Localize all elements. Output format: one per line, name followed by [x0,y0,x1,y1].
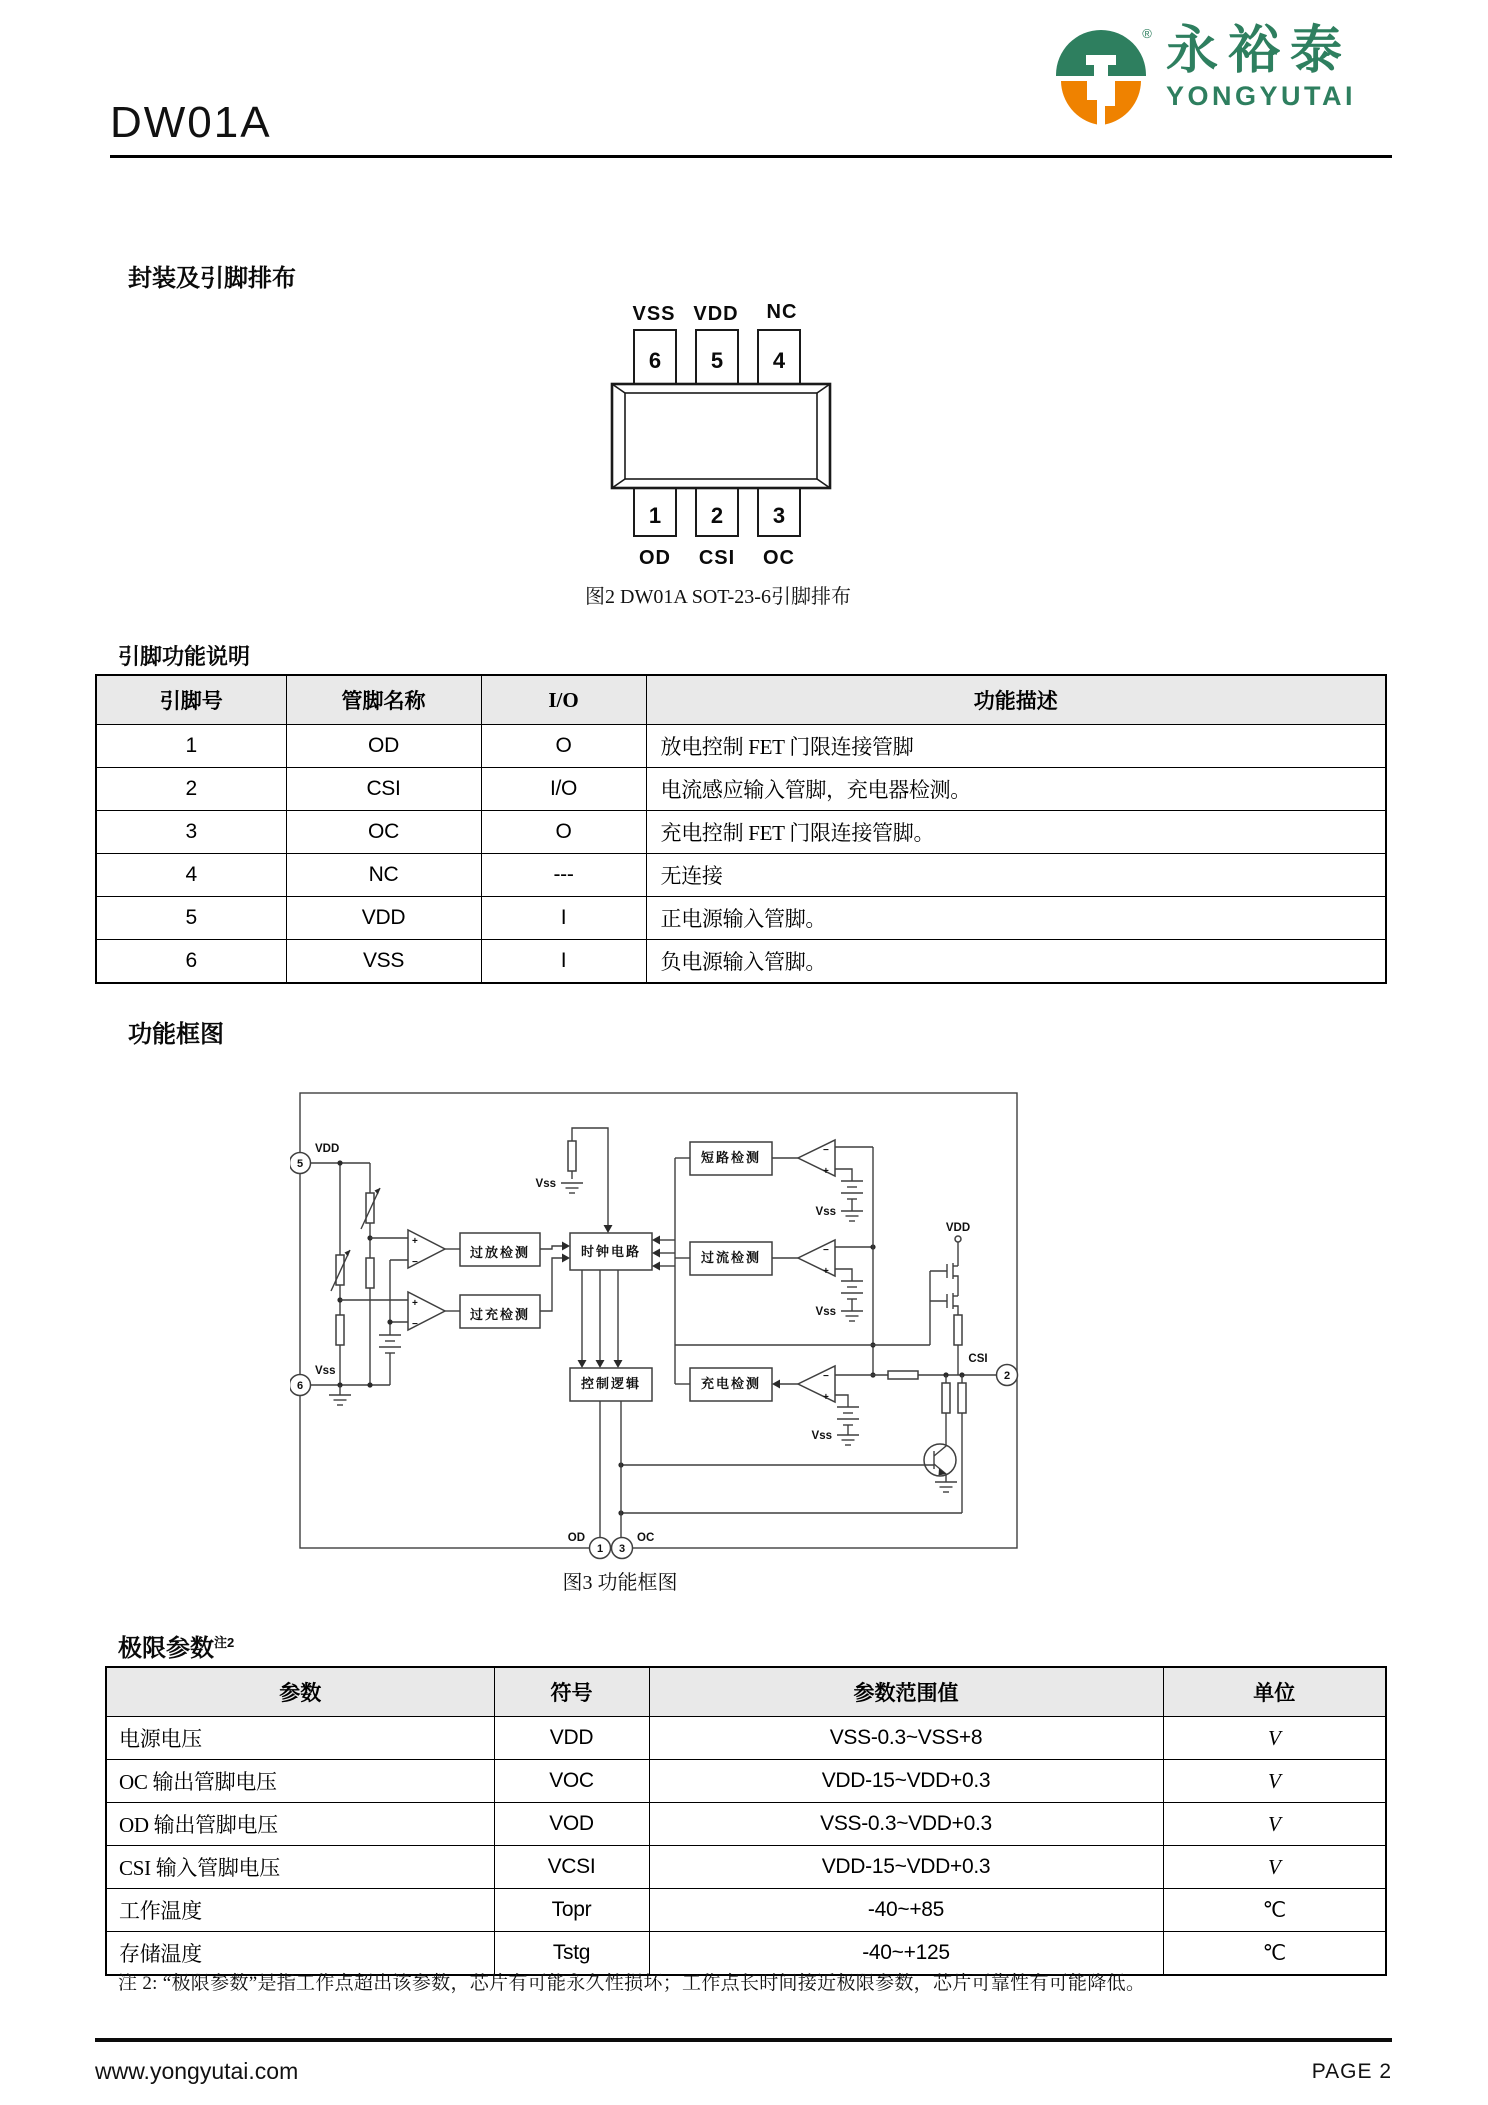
svg-text:充电检测: 充电检测 [700,1375,762,1391]
functional-block-diagram [290,1083,1035,1563]
svg-text:过放检测: 过放检测 [469,1244,531,1260]
table-row: 6 VSS I 负电源输入管脚。 [96,940,1386,984]
svg-text:−: − [412,1319,418,1330]
resistor [568,1141,576,1171]
svg-text:1: 1 [596,1543,604,1555]
pmos-transistor [930,1293,958,1315]
vss-label: Vss [315,1365,336,1377]
logo-chinese-name: 永裕泰 [1166,22,1353,80]
table-row: 存储温度 Tstg -40~+125 ℃ [106,1932,1386,1976]
ground-icon [837,1435,859,1445]
pmos-transistor [930,1263,958,1296]
vss-label: Vss [815,1306,836,1318]
csi-label: CSI [968,1353,988,1365]
sot23-6-package-diagram [588,296,850,571]
svg-text:1: 1 [648,503,662,528]
resistor [336,1315,344,1345]
pin-label-vdd: VDD [693,303,739,325]
battery-icon [841,1181,863,1199]
table-row: 4 NC --- 无连接 [96,854,1386,897]
pin-function-table [95,674,1387,984]
oc-label: OC [637,1532,655,1544]
svg-text:+: + [823,1266,829,1277]
pin-label-nc: NC [766,301,798,323]
table-row: CSI 输入管脚电压 VCSI VDD-15~VDD+0.3 V [106,1846,1386,1889]
svg-text:控制逻辑: 控制逻辑 [580,1375,642,1391]
vss-label: Vss [811,1430,832,1442]
battery-icon [379,1335,401,1353]
section-title-package: 封装及引脚排布 [128,265,296,292]
note-superscript: 注2 [214,1635,235,1650]
logo-orange-right [1105,81,1141,125]
table-row: 5 VDD I 正电源输入管脚。 [96,897,1386,940]
ground-icon [561,1183,583,1193]
pin-label-oc: OC [763,547,795,569]
vss-label: Vss [535,1178,556,1190]
footer-page-number: PAGE 2 [1311,2060,1392,2083]
svg-text:过流检测: 过流检测 [700,1249,762,1265]
figure2-caption: 图2 DW01A SOT-23-6引脚排布 [585,586,851,608]
battery-icon [837,1407,859,1425]
vss-label: Vss [815,1206,836,1218]
svg-text:短路检测: 短路检测 [700,1149,762,1165]
svg-text:5: 5 [296,1158,304,1170]
svg-text:6: 6 [648,348,662,373]
svg-text:−: − [823,1245,829,1256]
pin-label-csi: CSI [698,547,736,569]
svg-text:+: + [412,1236,418,1247]
limits-table [105,1666,1387,1976]
resistor [366,1258,374,1288]
svg-text:时钟电路: 时钟电路 [580,1243,642,1259]
svg-text:+: + [412,1298,418,1309]
table-row: OC 输出管脚电压 VOC VDD-15~VDD+0.3 V [106,1760,1386,1803]
logo-mark-icon [1050,24,1152,132]
comparator [798,1240,835,1276]
svg-text:4: 4 [772,348,786,373]
pin-label-od: OD [639,547,671,569]
table-row: 3 OC O 充电控制 FET 门限连接管脚。 [96,811,1386,854]
footer-website: www.yongyutai.com [95,2058,299,2084]
battery-icon [841,1281,863,1299]
logo-latin-name: YONGYUTAI [1166,80,1357,111]
ground-icon [329,1395,351,1405]
svg-text:过充检测: 过充检测 [469,1306,531,1322]
table-header-row: 引脚号 管脚名称 I/O 功能描述 [96,675,1386,725]
section-title-limits: 极限参数$^{注2}$ [118,1635,235,1662]
svg-text:−: − [823,1145,829,1156]
section-title-block-diagram: 功能框图 [128,1021,224,1048]
logo-orange-left [1061,81,1097,125]
ground-icon [841,1311,863,1321]
figure3-caption: 图3 功能框图 [562,1572,678,1594]
svg-text:2: 2 [710,503,724,528]
resistor [942,1383,950,1413]
resistor [954,1315,962,1345]
npn-transistor [621,1438,956,1482]
pin-label-vss: VSS [632,303,676,325]
svg-text:+: + [823,1392,829,1403]
ground-icon [841,1211,863,1221]
svg-text:−: − [823,1371,829,1382]
section-title-pin-functions: 引脚功能说明 [118,644,251,669]
svg-text:3: 3 [618,1543,626,1555]
registered-mark: ® [1142,26,1152,41]
svg-text:2: 2 [1003,1370,1011,1382]
footer-rule [95,2038,1392,2042]
comparator [798,1140,835,1176]
table-row: OD 输出管脚电压 VOD VSS-0.3~VDD+0.3 V [106,1803,1386,1846]
table-row: 工作温度 Topr -40~+85 ℃ [106,1889,1386,1932]
header-rule [110,155,1392,158]
page-title: DW01A [110,98,272,147]
ground-icon [935,1482,957,1492]
resistor [958,1383,966,1413]
svg-text:5: 5 [710,348,724,373]
svg-text:3: 3 [772,503,786,528]
table-header-row: 参数 符号 参数范围值 单位 [106,1667,1386,1717]
svg-text:−: − [412,1257,418,1268]
table-row: 1 OD O 放电控制 FET 门限连接管脚 [96,725,1386,768]
od-label: OD [567,1532,585,1544]
table-row: 2 CSI I/O 电流感应输入管脚，充电器检测。 [96,768,1386,811]
svg-text:6: 6 [296,1380,304,1392]
limits-note: 注 2: “极限参数”是指工作点超出该参数，芯片有可能永久性损坏；工作点长时间接近极限参数，芯片可靠性有可能降低。 [118,1973,1146,1994]
vdd-label: VDD [315,1143,340,1155]
company-logo [1050,24,1356,132]
comparator [798,1366,835,1402]
resistor [888,1371,918,1379]
svg-text:+: + [823,1166,829,1177]
vdd-label: VDD [945,1222,971,1234]
table-row: 电源电压 VDD VSS-0.3~VSS+8 V [106,1717,1386,1760]
